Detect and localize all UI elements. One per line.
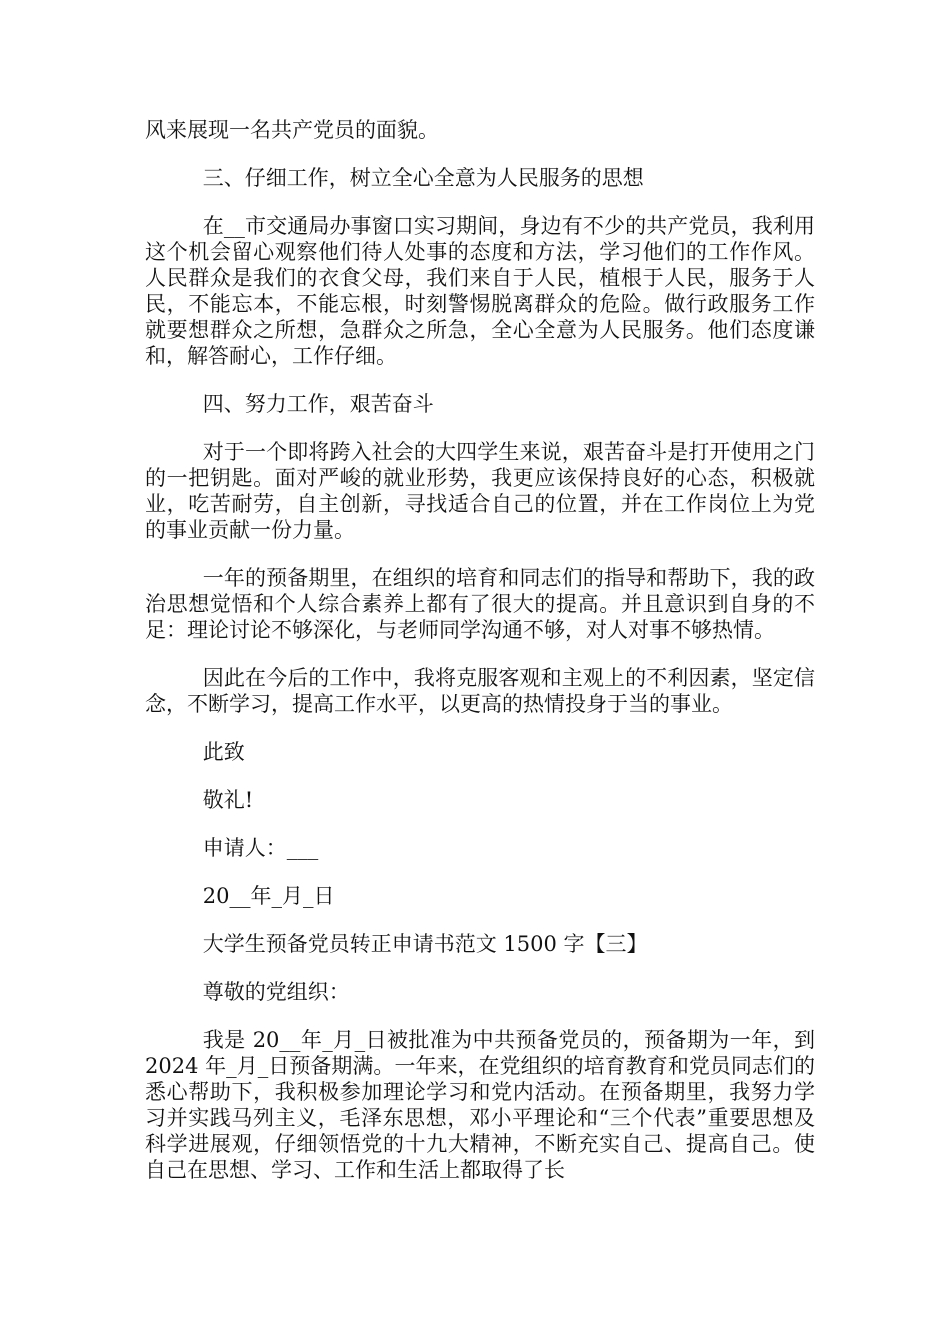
- section-heading-4: 四、努力工作，艰苦奋斗: [202, 392, 434, 416]
- paragraph-intro: 我是 20__年_月_日被批准为中共预备党员的，预备期为一年，到 2024 年_月_日预备期满。一年来，在党组织的培育教育和党员同志们的悉心帮助下，我积极参加理论学习和党内活动。在预备期里，我努力学习并实践马列主义，毛泽东思想，邓小平理论和“三个代表”重要思想及科学进展观，仔细领悟党的十九大精神，不断充实自己、提高自己。使自己在思想、学习、工作和生活上都取得了长: [145, 1028, 815, 1182]
- paragraph-continuation: 风来展现一名共产党员的面貌。: [145, 118, 439, 142]
- section-heading-3: 三、仔细工作，树立全心全意为人民服务的思想: [202, 166, 644, 190]
- paragraph-hard-work: 对于一个即将跨入社会的大四学生来说，艰苦奋斗是打开使用之门的一把钥匙。面对严峻的就业形势，我更应该保持良好的心态，积极就业，吃苦耐劳，自主创新，寻找适合自己的位置，并在工作岗位上为党的事业贡献一份力量。: [145, 440, 815, 542]
- paragraph-probation-summary: 一年的预备期里，在组织的培育和同志们的指导和帮助下，我的政治思想觉悟和个人综合素养上都有了很大的提高。并且意识到自身的不足：理论讨论不够深化，与老师同学沟通不够，对人对事不够热情。: [145, 566, 815, 642]
- closing-salutation: 此致: [202, 740, 245, 764]
- sample-title-3: 大学生预备党员转正申请书范文 1500 字【三】: [202, 932, 648, 956]
- closing-regards: 敬礼!: [202, 788, 254, 812]
- greeting: 尊敬的党组织：: [202, 980, 350, 1004]
- document-page: [145, 117, 815, 1205]
- paragraph-future-plan: 因此在今后的工作中，我将克服客观和主观上的不利因素，坚定信念，不断学习，提高工作水平，以更高的热情投身于当的事业。: [145, 666, 815, 716]
- paragraph-internship: 在__市交通局办事窗口实习期间，身边有不少的共产党员，我利用这个机会留心观察他们待人处事的态度和方法，学习他们的工作作风。人民群众是我们的衣食父母，我们来自于人民，植根于人民，服务于人民，不能忘本，不能忘根，时刻警惕脱离群众的危险。做行政服务工作就要想群众之所想，急群众之所急，全心全意为人民服务。他们态度谦和，解答耐心，工作仔细。: [145, 214, 815, 368]
- date-line: 20__年_月_日: [202, 884, 335, 908]
- applicant-signature: 申请人：___: [202, 836, 319, 860]
